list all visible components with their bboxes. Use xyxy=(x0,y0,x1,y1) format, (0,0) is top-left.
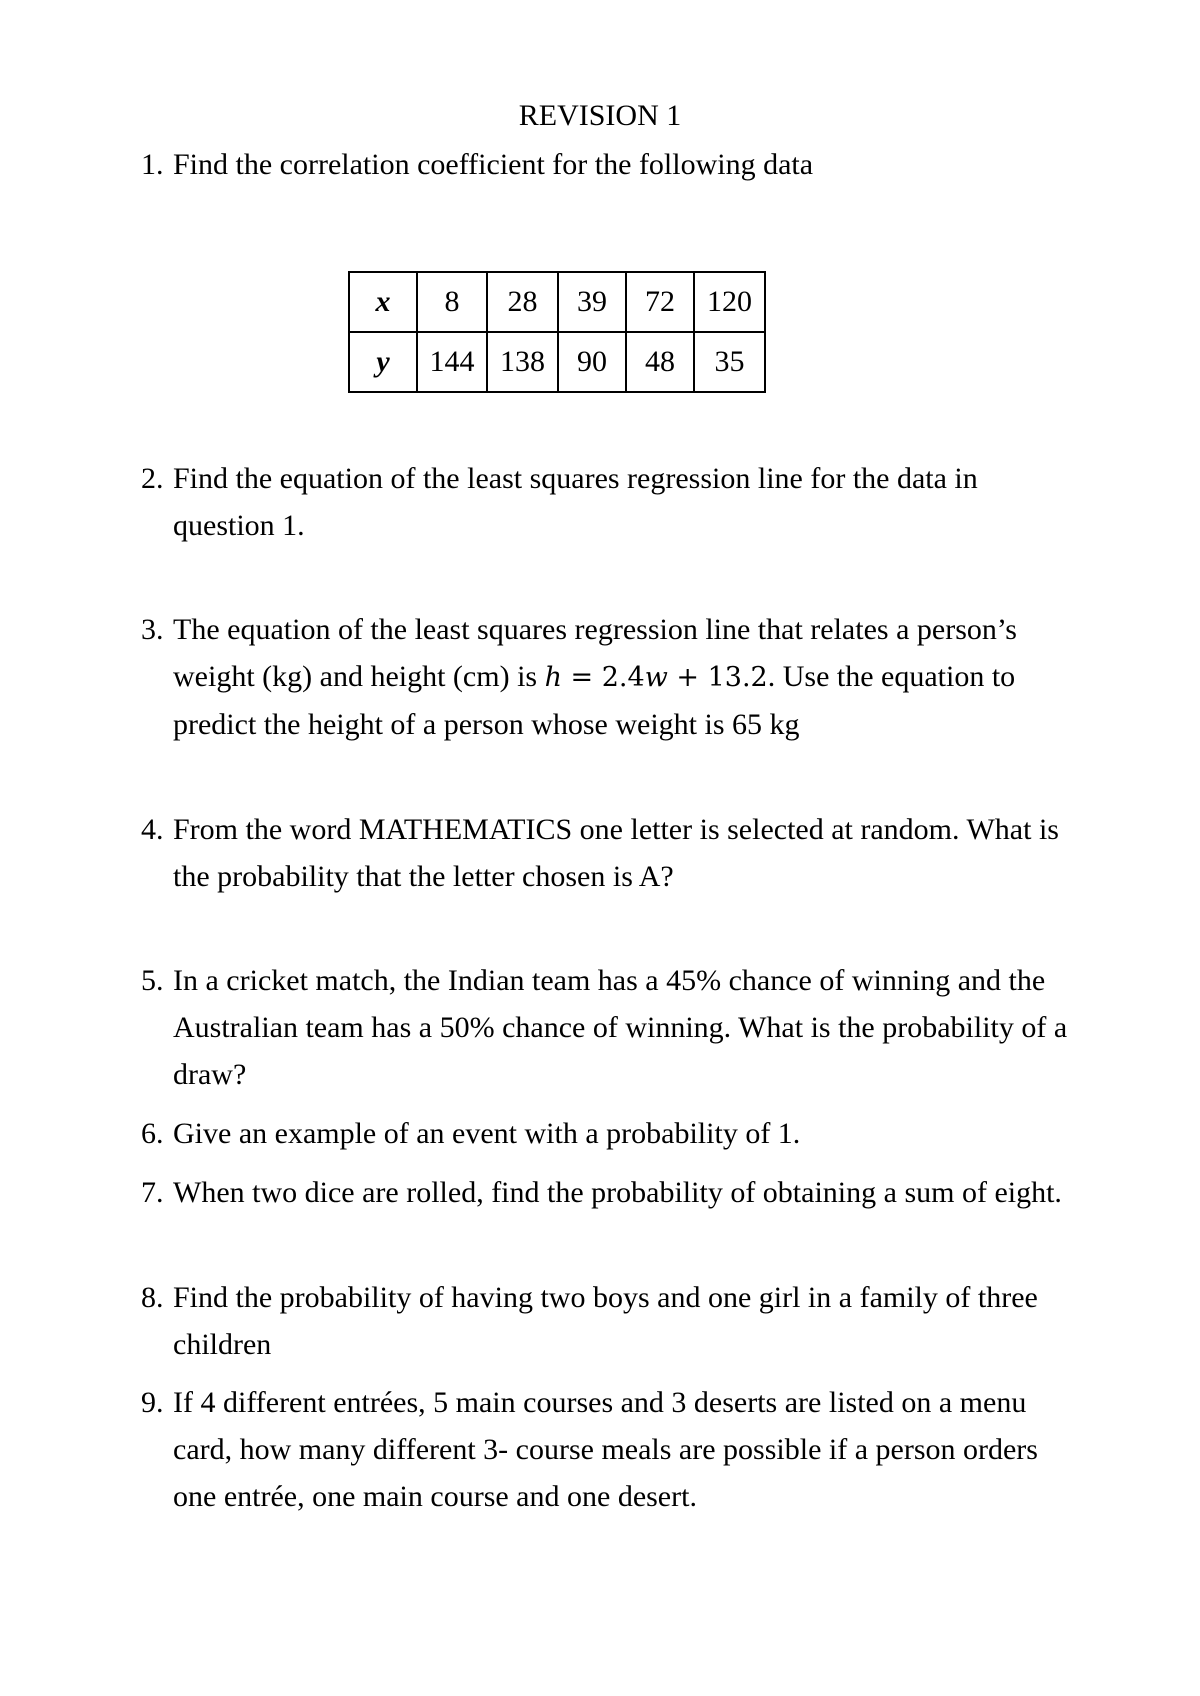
table-cell: 8 xyxy=(417,272,487,332)
regression-formula xyxy=(545,662,768,693)
question-text: Find the correlation coefficient for the following data xyxy=(173,148,814,181)
question-number: 1. xyxy=(141,148,164,181)
question-text: In a cricket match, the Indian team has a 45% chance of winning and the Australian team has a 50% chance of winning. What is the probability of a draw? xyxy=(173,964,1068,1091)
table-cell: 35 xyxy=(694,332,765,392)
question-9 xyxy=(141,1379,1081,1520)
table-cell: 48 xyxy=(626,332,694,392)
question-text: Give an example of an event with a probability of 1. xyxy=(173,1117,801,1150)
question-6 xyxy=(141,1110,1081,1157)
question-number: 8. xyxy=(141,1281,164,1314)
table-cell: 90 xyxy=(558,332,626,392)
page-title: REVISION 1 xyxy=(518,99,682,132)
question-text: From the word MATHEMATICS one letter is selected at random. What is the probability that the letter chosen is A? xyxy=(173,813,1059,893)
question-text: Find the equation of the least squares regression line for the data in question 1. xyxy=(173,462,978,542)
question-text: Find the probability of having two boys and one girl in a family of three children xyxy=(173,1281,1038,1361)
question-number: 3. xyxy=(141,613,164,646)
row-header-x: x xyxy=(349,272,417,332)
question-2 xyxy=(141,455,1081,549)
data-table xyxy=(348,271,766,393)
question-number: 4. xyxy=(141,813,164,846)
question-number: 7. xyxy=(141,1176,164,1209)
table-cell: 39 xyxy=(558,272,626,332)
table-cell: 144 xyxy=(417,332,487,392)
question-number: 2. xyxy=(141,462,164,495)
question-text: If 4 different entrées, 5 main courses and 3 deserts are listed on a menu card, how many different 3- course meals are possible if a person orders one entrée, one main course and one desert. xyxy=(173,1386,1038,1513)
table-cell: 72 xyxy=(626,272,694,332)
row-header-y: y xyxy=(349,332,417,392)
table-row-x xyxy=(349,272,765,332)
formula-part: + 13.2 xyxy=(667,662,768,693)
question-text xyxy=(173,606,1081,748)
formula-variable-w: w xyxy=(644,662,668,693)
question-text: When two dice are rolled, find the probability of obtaining a sum of eight. xyxy=(173,1176,1062,1209)
question-8 xyxy=(141,1274,1081,1368)
question-4 xyxy=(141,806,1081,900)
question-number: 5. xyxy=(141,964,164,997)
question-7 xyxy=(141,1169,1081,1216)
question-number: 6. xyxy=(141,1117,164,1150)
formula-part: = 2.4 xyxy=(561,662,645,693)
question-number: 9. xyxy=(141,1386,164,1419)
question-text-part: . Use the equation to predict the height of a person whose weight is 65 kg xyxy=(173,660,1016,741)
formula-variable-h: h xyxy=(544,662,562,693)
question-3 xyxy=(141,606,1081,748)
table-cell: 28 xyxy=(487,272,558,332)
table-cell: 138 xyxy=(487,332,558,392)
question-text-part: The equation of the least squares regression line that relates a person’s weight (kg) and height (cm) is xyxy=(173,613,1017,693)
question-1 xyxy=(141,141,1081,188)
table-cell: 120 xyxy=(694,272,765,332)
question-5 xyxy=(141,957,1081,1098)
table-row-y xyxy=(349,332,765,392)
